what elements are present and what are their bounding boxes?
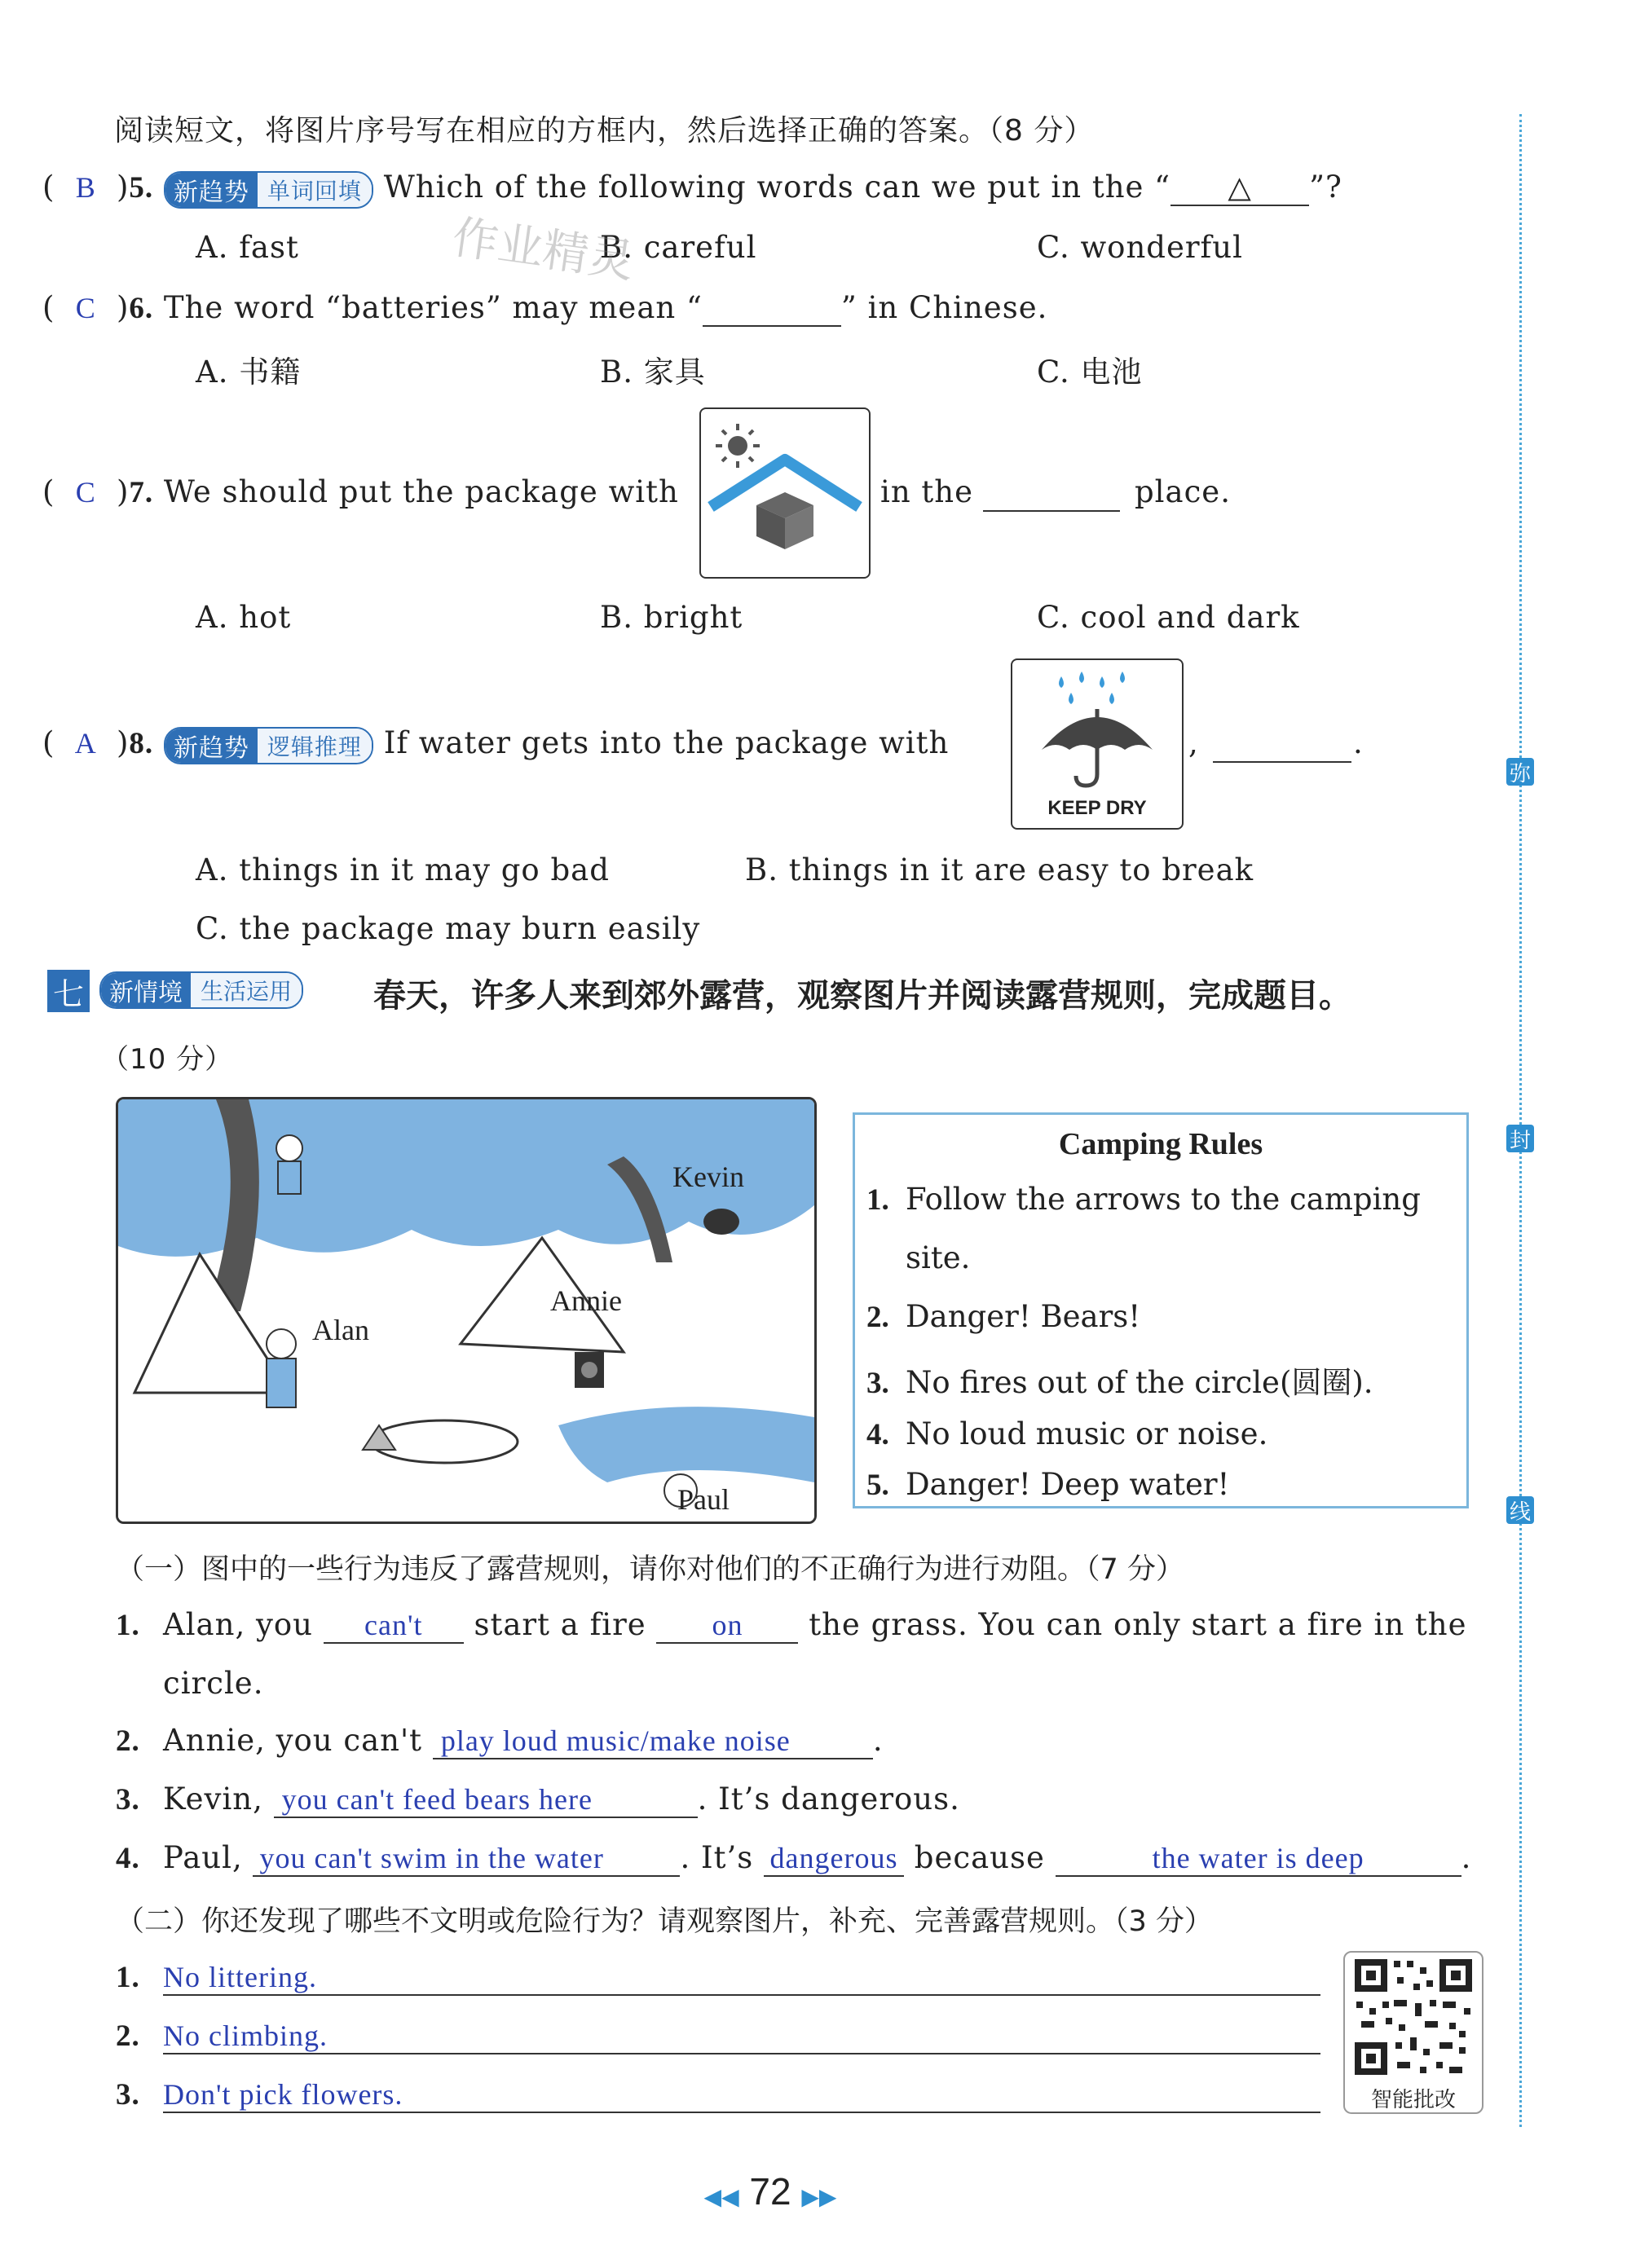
q8-option-b[interactable]: B. things in it are easy to break bbox=[745, 852, 1254, 887]
q8-answer[interactable]: A bbox=[74, 727, 97, 760]
part1-line2: 2. Annie, you can't play loud music/make noise . bbox=[116, 1723, 884, 1758]
cool-dark-icon bbox=[699, 407, 871, 579]
part1-line3: 3. Kevin, you can't feed bears here . It’s dangerous. bbox=[116, 1781, 960, 1817]
label-kevin: Kevin bbox=[672, 1160, 744, 1193]
label-paul: Paul bbox=[677, 1483, 730, 1516]
q5-stem: Which of the following words can we put in the “ bbox=[383, 170, 1171, 205]
answer-paul-1[interactable]: you can't swim in the water bbox=[253, 1841, 680, 1877]
q5-blank: △ bbox=[1170, 170, 1309, 206]
answer-annie[interactable]: play loud music/make noise bbox=[433, 1724, 873, 1759]
q5-tag: 新趋势 单词回填 bbox=[164, 171, 373, 209]
qr-code-icon bbox=[1345, 1953, 1482, 2083]
keep-dry-label: KEEP DRY bbox=[1047, 797, 1147, 819]
q5-option-a[interactable]: A. fast bbox=[196, 230, 299, 265]
part1-line1b: circle. bbox=[163, 1666, 264, 1701]
rule-4: 4. No loud music or noise. bbox=[866, 1416, 1268, 1451]
label-alan: Alan bbox=[312, 1314, 369, 1346]
label-annie: Annie bbox=[550, 1284, 622, 1317]
camping-scene-picture bbox=[116, 1097, 817, 1524]
binding-line bbox=[1519, 114, 1522, 2127]
qr-label: 智能批改 bbox=[1370, 2088, 1456, 2112]
qr-code-box[interactable] bbox=[1343, 1951, 1483, 2114]
q7-number: 7. bbox=[129, 476, 154, 509]
camping-rules-box bbox=[853, 1112, 1469, 1508]
q8-number: 8. bbox=[129, 727, 154, 760]
part2-item-2: 2. No climbing. bbox=[116, 2018, 1320, 2054]
q8-comma: , bbox=[1188, 725, 1199, 760]
part2-heading: （二）你还发现了哪些不文明或危险行为？请观察图片，补充、完善露营规则。（3 分） bbox=[116, 1905, 1213, 1938]
q5-number: 5. bbox=[129, 171, 154, 205]
q8-stem: If water gets into the package with bbox=[383, 725, 950, 760]
answer-paul-3[interactable]: the water is deep bbox=[1056, 1841, 1461, 1877]
q5-option-c[interactable]: C. wonderful bbox=[1037, 230, 1243, 265]
section7-tag: 新情境 生活运用 bbox=[99, 971, 303, 1009]
rules-title: Camping Rules bbox=[1058, 1127, 1263, 1161]
q7-stem-end: place. bbox=[1135, 474, 1231, 509]
rule-1-cont: site. bbox=[906, 1240, 971, 1275]
q8-period: . bbox=[1353, 725, 1364, 760]
q8-row: ( A )8. 新趋势 逻辑推理 If water gets into the package with bbox=[42, 725, 950, 763]
q8-option-a[interactable]: A. things in it may go bad bbox=[196, 852, 610, 887]
q6-row: ( C )6. The word “batteries” may mean “ ” in Chinese. bbox=[42, 290, 1048, 325]
side-tag-xian: 线 bbox=[1506, 1496, 1534, 1524]
q6-blank bbox=[703, 290, 841, 327]
q7-stem-mid: in the bbox=[880, 474, 974, 509]
q8-blank bbox=[1213, 761, 1351, 763]
q7-option-b[interactable]: B. bright bbox=[600, 600, 743, 635]
part1-heading: （一）图中的一些行为违反了露营规则，请你对他们的不正确行为进行劝阻。（7 分） bbox=[116, 1553, 1184, 1586]
q6-option-a[interactable]: A. 书籍 bbox=[196, 355, 302, 390]
rule-2: 2. Danger! Bears! bbox=[866, 1299, 1141, 1334]
section-badge: 七 bbox=[47, 970, 90, 1012]
prev-arrows-icon: ◀◀ bbox=[703, 2184, 739, 2209]
reading-instruction: 阅读短文，将图片序号写在相应的方框内，然后选择正确的答案。（8 分） bbox=[114, 114, 1095, 148]
rule-3: 3. No fires out of the circle(圆圈). bbox=[866, 1365, 1373, 1400]
q8-option-c[interactable]: C. the package may burn easily bbox=[196, 911, 701, 946]
section7-title: 春天，许多人来到郊外露营，观察图片并阅读露营规则，完成题目。 bbox=[373, 977, 1351, 1015]
page-number-row bbox=[668, 2169, 872, 2213]
part2-answer-1[interactable]: No littering. bbox=[163, 1960, 1320, 1996]
part2-item-3: 3. Don't pick flowers. bbox=[116, 2076, 1320, 2113]
rule-1: 1. Follow the arrows to the camping bbox=[866, 1182, 1421, 1217]
q7-row: ( C )7. We should put the package with bbox=[42, 474, 679, 509]
part2-answer-3[interactable]: Don't pick flowers. bbox=[163, 2077, 1320, 2113]
q7-stem: We should put the package with bbox=[163, 474, 679, 509]
q6-answer[interactable]: C bbox=[75, 292, 96, 324]
q5-answer[interactable]: B bbox=[75, 171, 96, 204]
side-tag-mi: 弥 bbox=[1506, 758, 1534, 786]
q7-option-a[interactable]: A. hot bbox=[196, 600, 292, 635]
q6-option-b[interactable]: B. 家具 bbox=[600, 355, 706, 390]
q5-row: ( B )5. 新趋势 单词回填 Which of the following words can we put in the “ △ ”? bbox=[42, 170, 1342, 207]
q6-option-c[interactable]: C. 电池 bbox=[1037, 355, 1143, 390]
answer-kevin[interactable]: you can't feed bears here bbox=[274, 1782, 698, 1818]
watermark: 作业精灵 bbox=[448, 210, 637, 289]
rule-5: 5. Danger! Deep water! bbox=[866, 1467, 1230, 1502]
q7-blank bbox=[983, 510, 1120, 512]
next-arrows-icon: ▶▶ bbox=[801, 2184, 837, 2209]
answer-on[interactable]: on bbox=[656, 1608, 798, 1644]
keep-dry-icon bbox=[1011, 658, 1184, 830]
side-tag-feng: 封 bbox=[1506, 1125, 1534, 1152]
part1-line1: 1. Alan, you can't start a fire on the grass. You can only start a fire in the bbox=[116, 1607, 1467, 1642]
q8-tag: 新趋势 逻辑推理 bbox=[164, 727, 373, 764]
answer-cant[interactable]: can't bbox=[324, 1608, 464, 1644]
answer-paul-2[interactable]: dangerous bbox=[764, 1841, 904, 1877]
q5-option-b[interactable]: B. careful bbox=[600, 230, 757, 265]
q7-option-c[interactable]: C. cool and dark bbox=[1037, 600, 1300, 635]
part2-item-1: 1. No littering. bbox=[116, 1959, 1320, 1996]
part1-line4: 4. Paul, you can't swim in the water . It’s dangerous because the water is deep . bbox=[116, 1840, 1472, 1875]
q7-answer[interactable]: C bbox=[75, 476, 96, 509]
page-number: 72 bbox=[749, 2170, 791, 2213]
q6-number: 6. bbox=[129, 292, 154, 325]
q6-stem: The word “batteries” may mean “ bbox=[163, 290, 703, 325]
section7-score: （10 分） bbox=[101, 1043, 234, 1076]
part2-answer-2[interactable]: No climbing. bbox=[163, 2019, 1320, 2054]
